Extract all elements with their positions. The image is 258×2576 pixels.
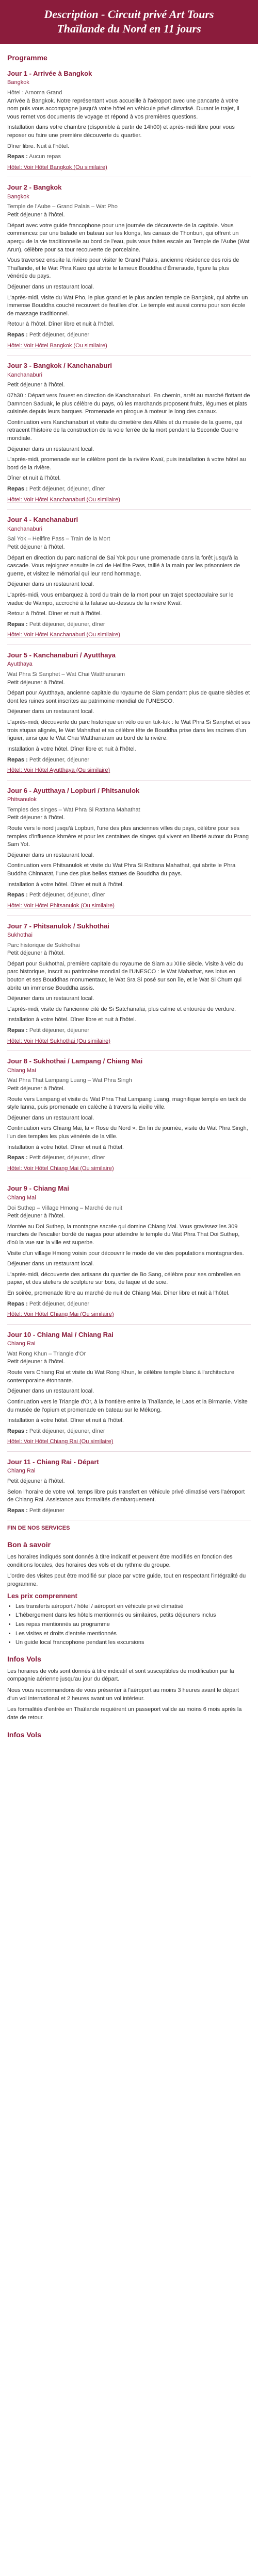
day-paragraph: Petit déjeuner à l'hôtel. <box>7 212 65 218</box>
closing-heading: Bon à savoir <box>7 1540 51 1549</box>
day-highlights: Sai Yok – Hellfire Pass – Train de la Mort <box>7 536 110 543</box>
day-paragraph: Petit déjeuner à l'hôtel. <box>7 1085 65 1092</box>
day-hotel-link[interactable]: Hôtel: Voir Hôtel Sukhothai (Ou similaire) <box>7 1038 110 1044</box>
included-item: • Les repas mentionnés au programme <box>15 1621 251 1629</box>
day-meals-value: Petit déjeuner, déjeuner, dîner <box>29 892 105 899</box>
day-meals-label: Repas : <box>7 154 28 160</box>
end-of-services: FIN DE NOS SERVICES <box>7 1525 70 1532</box>
flight-info-heading: Infos Vols <box>7 1654 41 1663</box>
day-paragraph: Installation dans votre chambre (disponible à partir de 14h00) et après-midi libre pour vous reposer ou faire une première découverte du quartier. <box>7 124 235 139</box>
day-highlights: Temples des singes – Wat Phra Si Rattana Mahathat <box>7 806 140 813</box>
day-meals <box>7 1154 251 1162</box>
day-paragraph: Petit déjeuner à l'hôtel. <box>7 1359 65 1365</box>
day-paragraph: Déjeuner dans un restaurant local. <box>7 283 94 290</box>
day-meals-label: Repas : <box>7 1300 28 1307</box>
program-heading: Programme <box>7 54 47 62</box>
day-hotel-link[interactable]: Hôtel: Voir Hôtel Chiang Mai (Ou similaire) <box>7 1311 114 1318</box>
days-list <box>7 66 251 1521</box>
day-hotel-link[interactable]: Hôtel: Voir Hôtel Ayutthaya (Ou similaire) <box>7 767 110 774</box>
day-paragraph: Départ pour Sukhothai, première capitale du royaume de Siam au XIIIe siècle. Visite à vélo du parc historique, inscrit au patrimoine mondial de l'UNESCO : le Wat Mahathat, ses lotus en bouton et ses Bouddhas monumentaux, le Wat Sra Si posé sur son île, et le Wat Si Chum qui abrite un immense Bouddha assis. <box>7 960 244 991</box>
day-highlights: Parc historique de Sukhothai <box>7 942 80 948</box>
day-paragraph: Petit déjeuner à l'hôtel. <box>7 815 65 821</box>
flight-info-paragraph: Les horaires de vols sont donnés à titre indicatif et sont susceptibles de modification par la compagnie aérienne jusqu'au jour du départ. <box>7 1668 234 1683</box>
day-meals <box>7 331 251 340</box>
day-meals <box>7 1428 251 1436</box>
day-block <box>7 919 251 1052</box>
day-meals <box>7 891 251 900</box>
day-title: Jour 5 - Kanchanaburi / Ayutthaya <box>7 651 116 659</box>
day-meals-value: Petit déjeuner, déjeuner, dîner <box>29 1155 105 1161</box>
day-paragraph: Départ en direction du parc national de Sai Yok pour une promenade dans la forêt jusqu'à la cascade. Vous rejoignez ensuite le col de Hellfire Pass, taillé à la main par les prisonniers de guerre, et visitez le mémorial qui leur rend hommage. <box>7 554 240 577</box>
flight-info-paragraph: Nous vous recommandons de vous présenter à l'aéroport au moins 3 heures avant le départ d'un vol international et 2 heures avant un vol intérieur. <box>7 1687 239 1702</box>
page-title-line-2: Thaïlande du Nord en 11 jours <box>57 22 201 35</box>
day-subtitle: Chiang Mai <box>7 1194 36 1201</box>
day-meals-value: Petit déjeuner, déjeuner, dîner <box>29 621 105 628</box>
day-subtitle: Bangkok <box>7 193 29 200</box>
day-paragraph: Déjeuner dans un restaurant local. <box>7 852 94 858</box>
day-block <box>7 648 251 781</box>
day-paragraph: Installation à votre hôtel. Dîner et nuit à l'hôtel. <box>7 1417 124 1424</box>
closing-paragraphs <box>7 1553 251 1588</box>
day-title: Jour 2 - Bangkok <box>7 183 62 192</box>
day-meals <box>7 1027 251 1035</box>
day-hotel-link[interactable]: Hôtel: Voir Hôtel Bangkok (Ou similaire) <box>7 164 107 171</box>
day-paragraph: L'après-midi, visite de l'ancienne cité de Si Satchanalai, plus calme et entourée de verdure. <box>7 1006 236 1012</box>
day-meals-label: Repas : <box>7 1155 28 1161</box>
day-paragraph: L'après-midi, promenade sur le célèbre pont de la rivière Kwaï, puis installation à votre hôtel au bord de la rivière. <box>7 456 246 471</box>
day-paragraph: Route vers Lampang et visite du Wat Phra That Lampang Luang, magnifique temple en teck de style lanna, puis promenade en calèche à travers la vieille ville. <box>7 1096 247 1111</box>
day-paragraph: Départ pour Ayutthaya, ancienne capitale du royaume de Siam pendant plus de quatre siècles et dont les ruines sont inscrites au patrimoine mondial de l'UNESCO. <box>7 690 250 704</box>
day-meals <box>7 1300 251 1309</box>
day-highlights: Hôtel : Arnoma Grand <box>7 89 62 96</box>
day-meals-value: Petit déjeuner <box>29 1507 64 1514</box>
day-meals-value: Petit déjeuner, déjeuner <box>29 1027 90 1034</box>
day-hotel-link[interactable]: Hôtel: Voir Hôtel Kanchanaburi (Ou similaire) <box>7 632 120 638</box>
flight-info-paragraphs <box>7 1668 251 1722</box>
day-subtitle: Sukhothai <box>7 931 33 938</box>
day-hotel-link[interactable]: Hôtel: Voir Hôtel Chiang Mai (Ou similaire) <box>7 1165 114 1172</box>
flight-info-paragraph: Les formalités d'entrée en Thaïlande requièrent un passeport valide au moins 6 mois après la date de retour. <box>7 1706 242 1721</box>
page-title <box>10 7 248 36</box>
page-title-line-1: Description - Circuit privé Art Tours <box>44 8 214 21</box>
day-block <box>7 359 251 510</box>
day-meals-label: Repas : <box>7 1507 28 1514</box>
day-meals-label: Repas : <box>7 756 28 763</box>
day-block <box>7 1328 251 1452</box>
day-meals-value: Petit déjeuner, déjeuner, dîner <box>29 486 105 492</box>
day-paragraph: L'après-midi, découverte des artisans du quartier de Bo Sang, célèbre pour ses ombrelles en papier, et des ateliers de sculpture sur bois, de laque et de soie. <box>7 1271 241 1286</box>
day-highlights: Wat Phra Si Sanphet – Wat Chai Watthanaram <box>7 671 125 678</box>
included-item: • L'hébergement dans les hôtels mentionnés ou similaires, petits déjeuners inclus <box>15 1612 251 1620</box>
day-meals-value: Aucun repas <box>29 154 61 160</box>
day-paragraph: Montée au Doi Suthep, la montagne sacrée qui domine Chiang Mai. Vous gravissez les 309 marches de l'escalier bordé de nagas pour atteindre le temple du Wat Phra That Doi Suthep, d'où la vue sur la ville est superbe. <box>7 1223 240 1246</box>
day-paragraph: Déjeuner dans un restaurant local. <box>7 1388 94 1395</box>
day-subtitle: Kanchanaburi <box>7 371 42 378</box>
day-subtitle: Ayutthaya <box>7 661 33 668</box>
day-paragraph: Petit déjeuner à l'hôtel. <box>7 382 65 388</box>
day-paragraph: Déjeuner dans un restaurant local. <box>7 995 94 1002</box>
closing-paragraph: Les horaires indiqués sont donnés à titre indicatif et peuvent être modifiés en fonction des conditions locales, des horaires des vols et du rythme du groupe. <box>7 1553 233 1568</box>
footer-flight-info-label: Infos Vols <box>7 1731 41 1739</box>
day-paragraph: Installation à votre hôtel. Dîner et nuit à l'hôtel. <box>7 881 124 888</box>
day-highlights: Wat Rong Khun – Triangle d'Or <box>7 1350 86 1357</box>
day-block <box>7 1181 251 1324</box>
day-subtitle: Kanchanaburi <box>7 526 42 532</box>
day-paragraph: En soirée, promenade libre au marché de nuit de Chiang Mai. Dîner libre et nuit à l'hôtel. <box>7 1290 230 1296</box>
day-paragraph: Déjeuner dans un restaurant local. <box>7 1261 94 1267</box>
day-paragraph: Continuation vers Chiang Mai, la « Rose du Nord ». En fin de journée, visite du Wat Phra Singh, l'un des temples les plus vénérés de la ville. <box>7 1125 248 1140</box>
day-paragraph: Dîner libre. Nuit à l'hôtel. <box>7 143 70 149</box>
day-paragraph: Petit déjeuner à l'hôtel. <box>7 1478 65 1485</box>
day-paragraph: Continuation vers Phitsanulok et visite du Wat Phra Si Rattana Mahathat, qui abrite le Phra Buddha Chinnarat, l'une des plus belles statues de Bouddha du pays. <box>7 862 236 877</box>
day-meals-value: Petit déjeuner, déjeuner <box>29 1300 90 1307</box>
closing-paragraph: L'ordre des visites peut être modifié sur place par votre guide, tout en respectant l'intégralité du programme. <box>7 1573 246 1587</box>
day-meals-label: Repas : <box>7 892 28 899</box>
day-paragraph: Continuation vers le Triangle d'Or, à la frontière entre la Thaïlande, le Laos et la Birmanie. Visite du musée de l'opium et promenade en bateau sur le Mékong. <box>7 1398 248 1413</box>
day-paragraph: Petit déjeuner à l'hôtel. <box>7 950 65 957</box>
included-item: • Les visites et droits d'entrée mentionnés <box>15 1630 251 1638</box>
day-block <box>7 66 251 178</box>
included-list <box>7 1603 251 1647</box>
day-paragraph: Petit déjeuner à l'hôtel. <box>7 544 65 550</box>
day-paragraph: Dîner et nuit à l'hôtel. <box>7 475 61 482</box>
day-paragraph: Vous traversez ensuite la rivière pour visiter le Grand Palais, ancienne résidence des rois de Thaïlande, et le Wat Phra Kaeo qui abrite le fameux Bouddha d'Émeraude, figure la plus vénérée du pays. <box>7 257 239 280</box>
day-hotel-link[interactable]: Hôtel: Voir Hôtel Kanchanaburi (Ou similaire) <box>7 496 120 503</box>
day-subtitle: Phitsanulok <box>7 796 37 803</box>
day-meals <box>7 153 251 161</box>
day-subtitle: Bangkok <box>7 79 29 86</box>
day-meals <box>7 485 251 494</box>
day-subtitle: Chiang Rai <box>7 1468 36 1475</box>
day-paragraph: Installation à votre hôtel. Dîner libre et nuit à l'hôtel. <box>7 745 136 752</box>
day-meals <box>7 621 251 629</box>
day-hotel-link[interactable]: Hôtel: Voir Hôtel Bangkok (Ou similaire) <box>7 342 107 349</box>
day-paragraph: Continuation vers Kanchanaburi et visite du cimetière des Alliés et du musée de la guerre, qui retracent l'histoire de la construction de la voie ferrée de la mort pendant la Seconde Guerre mondiale. <box>7 419 243 442</box>
day-title: Jour 7 - Phitsanulok / Sukhothai <box>7 922 109 930</box>
day-highlights: Temple de l'Aube – Grand Palais – Wat Pho <box>7 204 118 210</box>
day-subtitle: Chiang Rai <box>7 1341 36 1347</box>
day-title: Jour 1 - Arrivée à Bangkok <box>7 69 92 77</box>
day-paragraph: Installation à votre hôtel. Dîner et nuit à l'hôtel. <box>7 1144 124 1150</box>
day-meals-value: Petit déjeuner, déjeuner, dîner <box>29 1428 105 1434</box>
day-title: Jour 10 - Chiang Mai / Chiang Rai <box>7 1330 114 1338</box>
day-hotel-link[interactable]: Hôtel: Voir Hôtel Phitsanulok (Ou similaire) <box>7 902 115 909</box>
day-meals-label: Repas : <box>7 1428 28 1434</box>
day-paragraph: Arrivée à Bangkok. Notre représentant vous accueille à l'aéroport avec une pancarte à votre nom puis vous accompagne jusqu'à votre hôtel en véhicule privé climatisé. Durant le trajet, il vous remet vos documents de voyage et répond à vos premières questions. <box>7 97 239 120</box>
day-title: Jour 9 - Chiang Mai <box>7 1184 69 1193</box>
day-paragraph: L'après-midi, vous embarquez à bord du train de la mort pour un trajet spectaculaire sur le viaduc de Wampo, accroché à la falaise au-dessus de la rivière Kwaï. <box>7 591 234 606</box>
day-meals <box>7 756 251 765</box>
day-block <box>7 180 251 355</box>
day-highlights: Wat Phra That Lampang Luang – Wat Phra Singh <box>7 1077 132 1084</box>
included-item: • Un guide local francophone pendant les excursions <box>15 1639 251 1647</box>
day-paragraph: Départ avec votre guide francophone pour une journée de découverte de la capitale. Vous commencez par une balade en bateau sur les klongs, les canaux de Thonburi, qui offrent un aperçu de la vie traditionnelle au bord de l'eau, puis vous faites escale au Temple de l'Aube (Wat Arun), célèbre pour sa tour recouverte de porcelaine. <box>7 222 250 253</box>
day-paragraph: Déjeuner dans un restaurant local. <box>7 581 94 588</box>
day-block <box>7 513 251 645</box>
day-title: Jour 4 - Kanchanaburi <box>7 516 78 524</box>
day-hotel-link[interactable]: Hôtel: Voir Hôtel Chiang Rai (Ou similaire) <box>7 1438 114 1445</box>
day-subtitle: Chiang Mai <box>7 1067 36 1074</box>
header-banner <box>0 0 258 44</box>
day-meals-label: Repas : <box>7 1027 28 1034</box>
day-paragraph: L'après-midi, découverte du parc historique en vélo ou en tuk-tuk : le Wat Phra Si Sanphet et ses trois stupas alignés, le Wat Mahathat et sa célèbre tête de Bouddha prise dans les racines d'un figuier, ainsi que le Wat Chai Watthanaram au bord de la rivière. <box>7 719 251 742</box>
day-title: Jour 6 - Ayutthaya / Lopburi / Phitsanulok <box>7 786 140 794</box>
day-highlights: Doi Suthep – Village Hmong – Marché de nuit <box>7 1205 122 1211</box>
main-content <box>0 44 258 1745</box>
day-paragraph: Déjeuner dans un restaurant local. <box>7 446 94 452</box>
day-paragraph: Visite d'un village Hmong voisin pour découvrir le mode de vie des populations montagnardes. <box>7 1250 244 1257</box>
included-item: • Les transferts aéroport / hôtel / aéroport en véhicule privé climatisé <box>15 1603 251 1611</box>
day-paragraph: Déjeuner dans un restaurant local. <box>7 708 94 715</box>
day-block <box>7 1455 251 1521</box>
day-paragraph: Retour à l'hôtel. Dîner et nuit à l'hôtel. <box>7 611 102 617</box>
day-block <box>7 1054 251 1178</box>
day-paragraph: Retour à l'hôtel. Dîner libre et nuit à l'hôtel. <box>7 321 115 328</box>
day-paragraph: Route vers Chiang Rai et visite du Wat Rong Khun, le célèbre temple blanc à l'architecture contemporaine étonnante. <box>7 1369 235 1384</box>
day-paragraph: Installation à votre hôtel. Dîner libre et nuit à l'hôtel. <box>7 1016 136 1023</box>
day-meals-label: Repas : <box>7 332 28 338</box>
day-meals <box>7 1507 251 1515</box>
included-heading: Les prix comprennent <box>7 1592 77 1600</box>
day-paragraph: Selon l'horaire de votre vol, temps libre puis transfert en véhicule privé climatisé vers l'aéroport de Chiang Rai. Assistance aux formalités d'embarquement. <box>7 1488 245 1503</box>
day-meals-label: Repas : <box>7 486 28 492</box>
day-meals-value: Petit déjeuner, déjeuner <box>29 332 90 338</box>
day-paragraph: Petit déjeuner à l'hôtel. <box>7 679 65 686</box>
day-paragraph: Déjeuner dans un restaurant local. <box>7 1114 94 1121</box>
day-title: Jour 8 - Sukhothai / Lampang / Chiang Mai <box>7 1057 143 1065</box>
day-paragraph: Route vers le nord jusqu'à Lopburi, l'une des plus anciennes villes du pays, célèbre pour ses temples d'influence khmère et pour les centaines de singes qui vivent en liberté autour du Prang Sam Yot. <box>7 825 249 848</box>
day-title: Jour 11 - Chiang Rai - Départ <box>7 1458 99 1466</box>
day-block <box>7 784 251 916</box>
day-title: Jour 3 - Bangkok / Kanchanaburi <box>7 362 112 370</box>
day-paragraph: 07h30 : Départ vers l'ouest en direction de Kanchanaburi. En chemin, arrêt au marché flottant de Damnoen Saduak, le plus célèbre du pays, où les marchands proposent fruits, légumes et plats cuisinés depuis leurs barques. Promenade en pirogue à moteur le long des canaux. <box>7 392 250 415</box>
day-meals-label: Repas : <box>7 621 28 628</box>
day-paragraph: L'après-midi, visite du Wat Pho, le plus grand et le plus ancien temple de Bangkok, qui abrite un immense Bouddha couché recouvert de feuilles d'or. Le temple est aussi connu pour son école de massage traditionnel. <box>7 294 248 317</box>
day-meals-value: Petit déjeuner, déjeuner <box>29 756 90 763</box>
day-paragraph: Petit déjeuner à l'hôtel. <box>7 1213 65 1219</box>
